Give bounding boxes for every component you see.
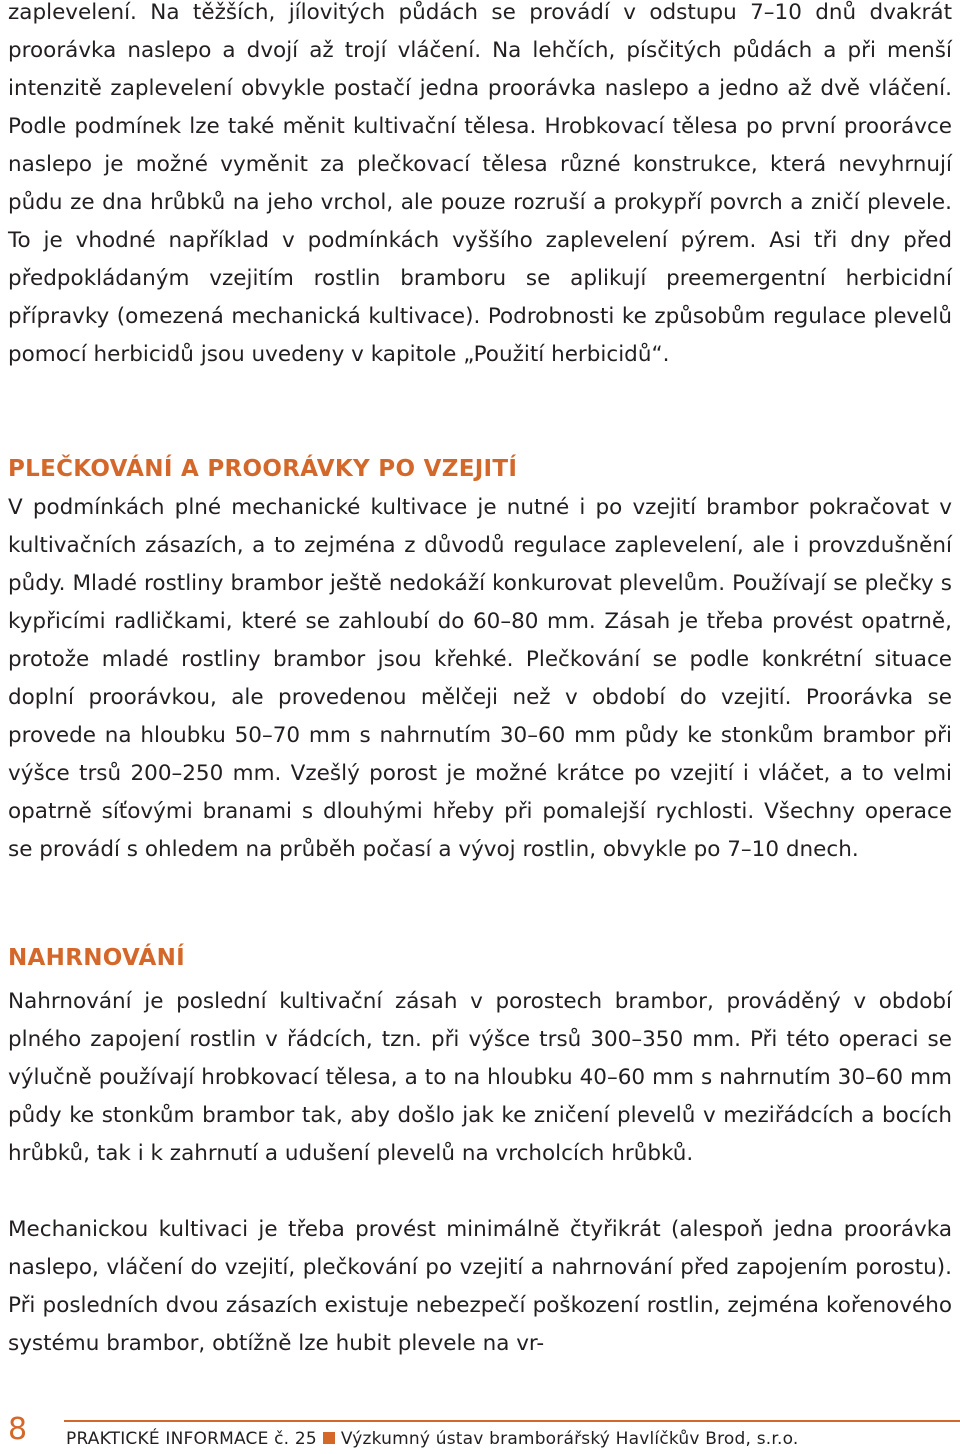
footer-publication: PRAKTICKÉ INFORMACE č. 25 — [66, 1429, 317, 1449]
footer-text — [66, 1427, 799, 1451]
paragraph-nahrnovani: Nahrnování je poslední kultivační zásah v porostech brambor, prováděný v období plného zapojení rostlin v řádcích, tzn. při výšce trsů 300–350 mm. Při této operaci se výlučně používají hrobkovací tělesa, a to na hloubku 40–60 mm s nahrnutím 30–60 mm půdy ke stonkům brambor tak, aby došlo jak ke zničení plevelů v meziřádcích a bocích hrůbků, tak i k zahrnutí a udušení plevelů na vrcholcích hrůbků. — [8, 989, 952, 1166]
page-number: 8 — [8, 1412, 28, 1447]
paragraph-intro: zaplevelení. Na těžších, jílovitých půdách se provádí v odstupu 7–10 dnů dvakrát proorávka naslepo a dvojí až trojí vláčení. Na lehčích, písčitých půdách a při menší intenzitě zaplevelení obvykle postačí jedna proorávka naslepo a jedno až dvě vláčení. Podle podmínek lze také měnit kultivační tělesa. Hrobkovací tělesa po první proorávce naslepo je možné vyměnit za plečkovací tělesa různé konstrukce, která nevyhrnují půdu ze dna hrůbků na jeho vrchol, ale pouze rozruší a prokypří povrch a zničí plevele. To je vhodné například v podmínkách vyššího zaplevelení pýrem. Asi tři dny před předpokládaným vzejitím rostlin bramboru se aplikují preemergentní herbicidní přípravky (omezená mechanická kultivace). Podrobnosti ke způsobům regulace plevelů pomocí herbicidů jsou uvedeny v kapitole „Použití herbicidů“. — [8, 0, 952, 367]
footer-divider — [64, 1420, 960, 1422]
heading-nahrnovani: NAHRNOVÁNÍ — [8, 945, 186, 971]
page-footer — [0, 1412, 960, 1454]
heading-pleckovani: PLEČKOVÁNÍ A PROORÁVKY PO VZEJITÍ — [8, 456, 518, 482]
footer-institute: Výzkumný ústav bramborářský Havlíčkův Brod, s.r.o. — [340, 1429, 799, 1449]
paragraph-pleckovani: V podmínkách plné mechanické kultivace je nutné i po vzejití brambor pokračovat v kultivačních zásazích, a to zejména z důvodů regulace zaplevelení, ale i provzdušnění půdy. Mladé rostliny brambor ještě nedokáží konkurovat plevelům. Používají se plečky s kypřicími radličkami, které se zahloubí do 60–80 mm. Zásah je třeba provést opatrně, protože mladé rostliny brambor jsou křehké. Plečkování se podle konkrétní situace doplní proorávkou, ale provedenou mělčeji než v období do vzejití. Proorávka se provede na hloubku 50–70 mm s nahrnutím 30–60 mm půdy ke stonkům brambor při výšce trsů 200–250 mm. Vzešlý porost je možné krátce po vzejití i vláčet, a to velmi opatrně síťovými branami s dlouhými hřeby při pomalejší rychlosti. Všechny operace se provádí s ohledem na průběh počasí a vývoj rostlin, obvykle po 7–10 dnech. — [8, 495, 952, 862]
square-bullet-icon — [323, 1432, 335, 1444]
paragraph-mechanicka-kultivace: Mechanickou kultivaci je třeba provést minimálně čtyřikrát (alespoň jedna proorávka naslepo, vláčení do vzejití, plečkování po vzejití a nahrnování před zapojením porostu). Při posledních dvou zásazích existuje nebezpečí poškození rostlin, zejména kořenového systému brambor, obtížně lze hubit plevele na vr- — [8, 1217, 952, 1356]
